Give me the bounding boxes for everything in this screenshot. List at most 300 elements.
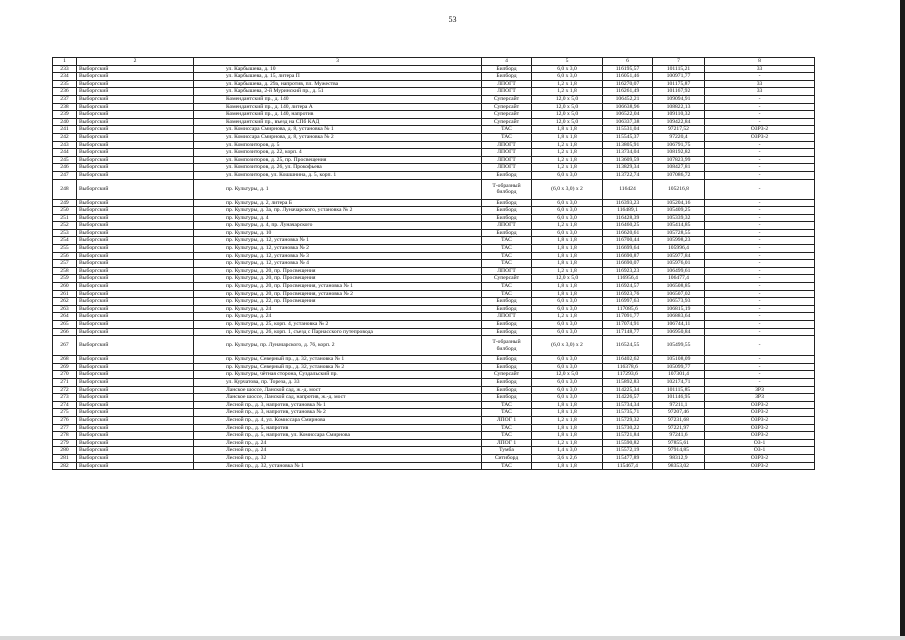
- zone: -: [705, 321, 815, 329]
- size: (6,0 x 3,0) x 2: [532, 179, 603, 199]
- row-number: 260: [53, 283, 77, 291]
- coordinate-y: 105414,85: [653, 222, 705, 230]
- address: пр. Культуры, д. 24: [194, 305, 482, 313]
- row-number: 252: [53, 222, 77, 230]
- coordinate-y: 106883,64: [653, 313, 705, 321]
- address: пр. Культуры, д. 22, пр. Просвещения: [194, 298, 482, 306]
- table-row: [53, 214, 815, 222]
- coordinate-y: 105996,4: [653, 245, 705, 253]
- address: ул. Композиторов, ул. Кошшнина, д. 5, корп. 1: [194, 171, 482, 179]
- zone: ОЗРЗ-2: [705, 424, 815, 432]
- address: Ланское шоссе, Ланской сад, напротив, ж.-д. мост: [194, 394, 482, 402]
- column-number: 3: [194, 58, 482, 66]
- size: (6,0 x 3,0) x 2: [532, 336, 603, 356]
- address: пр. Культуры, д. 24: [194, 313, 482, 321]
- district: Выборгский: [77, 409, 194, 417]
- table-row: [53, 65, 815, 73]
- size: 1,8 x 1,8: [532, 237, 603, 245]
- table-row: [53, 179, 815, 199]
- zone: -: [705, 283, 815, 291]
- construction-type: Билборд: [482, 394, 532, 402]
- zone: ОЗРЗ-2: [705, 432, 815, 440]
- zone: -: [705, 141, 815, 149]
- size: 1,2 x 1,8: [532, 416, 603, 424]
- row-number: 264: [53, 313, 77, 321]
- address: Комендантский пр., въезд на СПб КАД: [194, 118, 482, 126]
- construction-type: ТАС: [482, 409, 532, 417]
- coordinate-x: 115721,84: [603, 432, 653, 440]
- row-number: 274: [53, 401, 77, 409]
- coordinate-y: 105216,8: [653, 179, 705, 199]
- address: пр. Культуры, д. 12, установка № 2: [194, 245, 482, 253]
- coordinate-x: 115467,4: [603, 462, 653, 470]
- district: Выборгский: [77, 290, 194, 298]
- zone: -: [705, 237, 815, 245]
- construction-type: ЛПОГТ: [482, 164, 532, 172]
- table-row: [53, 156, 815, 164]
- construction-type: Т-образный билборд: [482, 179, 532, 199]
- size: 6,0 x 3,0: [532, 229, 603, 237]
- construction-type: Суперсайт: [482, 103, 532, 111]
- zone: ОЗРЗ-2: [705, 454, 815, 462]
- district: Выборгский: [77, 73, 194, 81]
- coordinate-y: 105976,01: [653, 260, 705, 268]
- zone: -: [705, 164, 815, 172]
- row-number: 243: [53, 141, 77, 149]
- coordinate-x: 116700,44: [603, 237, 653, 245]
- address: пр. Культуры, д. 4, пр. Луначарского: [194, 222, 482, 230]
- district: Выборгский: [77, 378, 194, 386]
- size: 12,0 x 5,0: [532, 275, 603, 283]
- row-number: 234: [53, 73, 77, 81]
- coordinate-x: 114226,57: [603, 394, 653, 402]
- construction-type: Ситиборд: [482, 454, 532, 462]
- coordinate-x: 116690,87: [603, 252, 653, 260]
- coordinate-x: 116923,23: [603, 267, 653, 275]
- address: ул. Композиторов, д. 25, пр. Просвещения: [194, 156, 482, 164]
- address: пр. Культуры, д. 12, установка № 3: [194, 252, 482, 260]
- zone: -: [705, 328, 815, 336]
- coordinate-x: 115892,83: [603, 378, 653, 386]
- table-row: [53, 336, 815, 356]
- zone: -: [705, 95, 815, 103]
- coordinate-y: 98312,9: [653, 454, 705, 462]
- coordinate-x: 106638,96: [603, 103, 653, 111]
- column-number: 8: [705, 58, 815, 66]
- size: 1,8 x 1,8: [532, 401, 603, 409]
- coordinate-x: 116956,4: [603, 275, 653, 283]
- district: Выборгский: [77, 363, 194, 371]
- coordinate-x: 117293,6: [603, 371, 653, 379]
- address: пр. Культуры, д. 1: [194, 179, 482, 199]
- coordinate-x: 116620,61: [603, 229, 653, 237]
- zone: -: [705, 378, 815, 386]
- district: Выборгский: [77, 65, 194, 73]
- row-number: 265: [53, 321, 77, 329]
- address: пр. Культуры, д. 26, корп. 1, съезд с Парнасского путепровода: [194, 328, 482, 336]
- construction-type: Билборд: [482, 321, 532, 329]
- district: Выборгский: [77, 149, 194, 157]
- coordinate-x: 113734,04: [603, 149, 653, 157]
- coordinate-y: 106508,85: [653, 283, 705, 291]
- size: 1,8 x 1,8: [532, 245, 603, 253]
- size: 1,2 x 1,8: [532, 267, 603, 275]
- address: Комендантский пр., д. 140, литера А: [194, 103, 482, 111]
- construction-type: ТАС: [482, 126, 532, 134]
- district: Выборгский: [77, 126, 194, 134]
- row-number: 275: [53, 409, 77, 417]
- district: Выборгский: [77, 401, 194, 409]
- coordinate-y: 105099,77: [653, 363, 705, 371]
- district: Выборгский: [77, 321, 194, 329]
- zone: ОЗРЗ-2: [705, 416, 815, 424]
- coordinate-x: 116270,07: [603, 80, 653, 88]
- coordinate-y: 106744,11: [653, 321, 705, 329]
- construction-type: ТАС: [482, 252, 532, 260]
- coordinate-y: 105499,55: [653, 336, 705, 356]
- table-row: [53, 424, 815, 432]
- construction-type: Билборд: [482, 328, 532, 336]
- zone: -: [705, 118, 815, 126]
- table-row: [53, 133, 815, 141]
- column-number: 4: [482, 58, 532, 66]
- zone: -: [705, 267, 815, 275]
- row-number: 247: [53, 171, 77, 179]
- size: 6,0 x 3,0: [532, 321, 603, 329]
- column-number: 2: [77, 58, 194, 66]
- coordinate-y: 108427,81: [653, 164, 705, 172]
- row-number: 254: [53, 237, 77, 245]
- coordinate-y: 106477,4: [653, 275, 705, 283]
- zone: -: [705, 363, 815, 371]
- district: Выборгский: [77, 462, 194, 470]
- zone: -: [705, 214, 815, 222]
- address: Лесной пр., д. 32: [194, 454, 482, 462]
- size: 1,2 x 1,8: [532, 222, 603, 230]
- construction-type: ТАС: [482, 283, 532, 291]
- construction-type: ТАС: [482, 432, 532, 440]
- district: Выборгский: [77, 237, 194, 245]
- coordinate-y: 105204,16: [653, 199, 705, 207]
- district: Выборгский: [77, 371, 194, 379]
- coordinate-y: 97914,85: [653, 447, 705, 455]
- district: Выборгский: [77, 207, 194, 215]
- zone: -: [705, 171, 815, 179]
- zone: -: [705, 356, 815, 364]
- zone: 33: [705, 65, 815, 73]
- coordinate-y: 97207,46: [653, 409, 705, 417]
- district: Выборгский: [77, 245, 194, 253]
- zone: ОЗ-1: [705, 447, 815, 455]
- size: 12,0 x 5,0: [532, 118, 603, 126]
- size: 1,4 x 3,0: [532, 447, 603, 455]
- table-row: [53, 298, 815, 306]
- address: ул. Карбышева, д. 29а, напротив, пл. Мужества: [194, 80, 482, 88]
- address: пр. Культуры, д. 20, пр. Просвещения, установка № 2: [194, 290, 482, 298]
- zone: ЗРЗ: [705, 394, 815, 402]
- table-row: [53, 439, 815, 447]
- construction-type: Билборд: [482, 229, 532, 237]
- table-row: [53, 363, 815, 371]
- address: пр. Культуры, Северный пр., д. 32, установка № 2: [194, 363, 482, 371]
- address: Лесной пр., д. 5, напротив, ул. Комиссара Смирнова: [194, 432, 482, 440]
- zone: -: [705, 199, 815, 207]
- row-number: 236: [53, 88, 77, 96]
- row-number: 240: [53, 118, 77, 126]
- table-row: [53, 409, 815, 417]
- table-row: [53, 313, 815, 321]
- table-row: [53, 321, 815, 329]
- table-row: [53, 305, 815, 313]
- size: 6,0 x 3,0: [532, 386, 603, 394]
- coordinate-y: 101175,87: [653, 80, 705, 88]
- construction-type: Билборд: [482, 305, 532, 313]
- size: 6,0 x 3,0: [532, 65, 603, 73]
- row-number: 253: [53, 229, 77, 237]
- size: 1,2 x 1,8: [532, 88, 603, 96]
- row-number: 233: [53, 65, 77, 73]
- district: Выборгский: [77, 283, 194, 291]
- table-row: [53, 126, 815, 134]
- construction-type: ЛПОГТ: [482, 141, 532, 149]
- coordinate-x: 117148,77: [603, 328, 653, 336]
- zone: -: [705, 290, 815, 298]
- size: 6,0 x 3,0: [532, 214, 603, 222]
- coordinate-y: 108192,82: [653, 149, 705, 157]
- row-number: 241: [53, 126, 77, 134]
- coordinate-y: 109110,32: [653, 111, 705, 119]
- table-row: [53, 260, 815, 268]
- size: 6,0 x 3,0: [532, 363, 603, 371]
- size: 12,0 x 5,0: [532, 95, 603, 103]
- zone: -: [705, 229, 815, 237]
- construction-type: Суперсайт: [482, 95, 532, 103]
- district: Выборгский: [77, 133, 194, 141]
- size: 1,8 x 1,8: [532, 126, 603, 134]
- construction-type: ЛПОГТ: [482, 313, 532, 321]
- row-number: 282: [53, 462, 77, 470]
- address: ул. Комиссара Смирнова, д. 8, установка № 1: [194, 126, 482, 134]
- zone: -: [705, 179, 815, 199]
- size: 12,0 x 5,0: [532, 371, 603, 379]
- table-row: [53, 432, 815, 440]
- coordinate-y: 107301,4: [653, 371, 705, 379]
- coordinate-x: 106452,21: [603, 95, 653, 103]
- table-row: [53, 462, 815, 470]
- address: пр. Культуры, д. 12, установка № 4: [194, 260, 482, 268]
- coordinate-x: 113829,34: [603, 164, 653, 172]
- table-row: [53, 290, 815, 298]
- district: Выборгский: [77, 394, 194, 402]
- size: 1,8 x 1,8: [532, 290, 603, 298]
- coordinate-x: 114225,34: [603, 386, 653, 394]
- size: 6,0 x 3,0: [532, 298, 603, 306]
- table-row: [53, 447, 815, 455]
- coordinate-x: 116393,23: [603, 199, 653, 207]
- coordinate-x: 106337,38: [603, 118, 653, 126]
- coordinate-x: 116923,76: [603, 290, 653, 298]
- row-number: 235: [53, 80, 77, 88]
- table-body: [53, 65, 815, 470]
- coordinate-y: 107823,99: [653, 156, 705, 164]
- table-row: [53, 252, 815, 260]
- column-number: 6: [603, 58, 653, 66]
- coordinate-x: 117091,77: [603, 313, 653, 321]
- zone: -: [705, 111, 815, 119]
- address: ул. Композиторов, д. 26, ул. Прокофьева: [194, 164, 482, 172]
- row-number: 280: [53, 447, 77, 455]
- row-number: 245: [53, 156, 77, 164]
- zone: ОЗРЗ-2: [705, 401, 815, 409]
- address: пр. Культуры, д. 20, пр. Просвещения, установка № 1: [194, 283, 482, 291]
- coordinate-x: 116378,6: [603, 363, 653, 371]
- table-row: [53, 267, 815, 275]
- coordinate-x: 113609,59: [603, 156, 653, 164]
- coordinate-y: 109422,84: [653, 118, 705, 126]
- row-number: 281: [53, 454, 77, 462]
- coordinate-y: 97211,1: [653, 401, 705, 409]
- size: 1,8 x 1,8: [532, 424, 603, 432]
- coordinate-y: 97220,4: [653, 133, 705, 141]
- address: ул. Карбышева, 2-й Муринский пр., д. 51: [194, 88, 482, 96]
- row-number: 261: [53, 290, 77, 298]
- district: Выборгский: [77, 88, 194, 96]
- coordinate-x: 113805,91: [603, 141, 653, 149]
- coordinate-y: 101115,21: [653, 65, 705, 73]
- size: 1,8 x 1,8: [532, 409, 603, 417]
- row-number: 248: [53, 179, 77, 199]
- size: 1,8 x 1,8: [532, 462, 603, 470]
- coordinate-x: 115545,37: [603, 133, 653, 141]
- address: пр. Культуры, пр. Луначарского, д. 76, корп. 2: [194, 336, 482, 356]
- zone: -: [705, 260, 815, 268]
- row-number: 246: [53, 164, 77, 172]
- coordinate-x: 116424: [603, 179, 653, 199]
- district: Выборгский: [77, 356, 194, 364]
- coordinate-y: 105108,09: [653, 356, 705, 364]
- zone: 33: [705, 88, 815, 96]
- coordinate-y: 105409,25: [653, 207, 705, 215]
- address: ул. Композиторов, д. 22, корп. 4: [194, 149, 482, 157]
- row-number: 270: [53, 371, 77, 379]
- table-row: [53, 394, 815, 402]
- coordinate-y: 98353,02: [653, 462, 705, 470]
- district: Выборгский: [77, 416, 194, 424]
- construction-type: ТАС: [482, 424, 532, 432]
- coordinate-x: 117085,6: [603, 305, 653, 313]
- row-number: 257: [53, 260, 77, 268]
- coordinate-x: 116690,07: [603, 260, 653, 268]
- size: 6,0 x 3,0: [532, 207, 603, 215]
- row-number: 250: [53, 207, 77, 215]
- column-number-row: [53, 58, 815, 66]
- district: Выборгский: [77, 141, 194, 149]
- zone: ОЗРЗ-2: [705, 133, 815, 141]
- table-row: [53, 199, 815, 207]
- address: пр. Культуры, д. 10: [194, 229, 482, 237]
- page-number: 53: [448, 15, 457, 24]
- address: пр. Культуры, д. 20, пр. Просвещения: [194, 267, 482, 275]
- coordinate-x: 115572,19: [603, 447, 653, 455]
- coordinate-x: 106522,04: [603, 111, 653, 119]
- size: 6,0 x 3,0: [532, 199, 603, 207]
- zone: -: [705, 305, 815, 313]
- construction-type: ТАС: [482, 401, 532, 409]
- size: 1,8 x 1,8: [532, 283, 603, 291]
- coordinate-y: 97231,68: [653, 416, 705, 424]
- coordinate-x: 113722,74: [603, 171, 653, 179]
- coordinate-y: 106815,19: [653, 305, 705, 313]
- row-number: 273: [53, 394, 77, 402]
- size: 1,2 x 1,8: [532, 313, 603, 321]
- coordinate-x: 116924,57: [603, 283, 653, 291]
- row-number: 237: [53, 95, 77, 103]
- coordinate-x: 116699,64: [603, 245, 653, 253]
- coordinate-y: 106950,84: [653, 328, 705, 336]
- address: Лесной пр., д. 24: [194, 439, 482, 447]
- coordinate-y: 101115,85: [653, 386, 705, 394]
- row-number: 258: [53, 267, 77, 275]
- district: Выборгский: [77, 336, 194, 356]
- row-number: 262: [53, 298, 77, 306]
- district: Выборгский: [77, 179, 194, 199]
- size: 6,0 x 3,0: [532, 328, 603, 336]
- size: 6,0 x 3,0: [532, 73, 603, 81]
- construction-type: ЛПОГТ: [482, 156, 532, 164]
- construction-type: Билборд: [482, 298, 532, 306]
- district: Выборгский: [77, 260, 194, 268]
- coordinate-y: 106507,02: [653, 290, 705, 298]
- address: Лесной пр., д. 3, напротив, установка № 1: [194, 401, 482, 409]
- construction-type: Билборд: [482, 207, 532, 215]
- district: Выборгский: [77, 156, 194, 164]
- row-number: 263: [53, 305, 77, 313]
- row-number: 266: [53, 328, 77, 336]
- row-number: 279: [53, 439, 77, 447]
- coordinate-y: 102174,71: [653, 378, 705, 386]
- construction-type: Билборд: [482, 65, 532, 73]
- coordinate-x: 116051,46: [603, 73, 653, 81]
- zone: -: [705, 222, 815, 230]
- table-row: [53, 283, 815, 291]
- coordinate-x: 116460,25: [603, 222, 653, 230]
- row-number: 278: [53, 432, 77, 440]
- row-number: 267: [53, 336, 77, 356]
- zone: ОЗРЗ-2: [705, 409, 815, 417]
- construction-type: ЛПОГТ: [482, 222, 532, 230]
- size: 1,2 x 1,8: [532, 80, 603, 88]
- coordinate-y: 105728,55: [653, 229, 705, 237]
- district: Выборгский: [77, 386, 194, 394]
- address: Лесной пр., д. 32, установка № 1: [194, 462, 482, 470]
- district: Выборгский: [77, 118, 194, 126]
- zone: -: [705, 103, 815, 111]
- address: пр. Культуры, чётная сторона, Суздальский пр.: [194, 371, 482, 379]
- column-number: 7: [653, 58, 705, 66]
- row-number: 251: [53, 214, 77, 222]
- row-number: 255: [53, 245, 77, 253]
- coordinate-y: 108822,13: [653, 103, 705, 111]
- coordinate-y: 105339,32: [653, 214, 705, 222]
- table-row: [53, 275, 815, 283]
- table-row: [53, 401, 815, 409]
- coordinate-y: 105998,23: [653, 237, 705, 245]
- coordinate-x: 116261,49: [603, 88, 653, 96]
- table-row: [53, 386, 815, 394]
- size: 1,2 x 1,8: [532, 156, 603, 164]
- construction-type: ЛПОГТ: [482, 267, 532, 275]
- coordinate-y: 109094,91: [653, 95, 705, 103]
